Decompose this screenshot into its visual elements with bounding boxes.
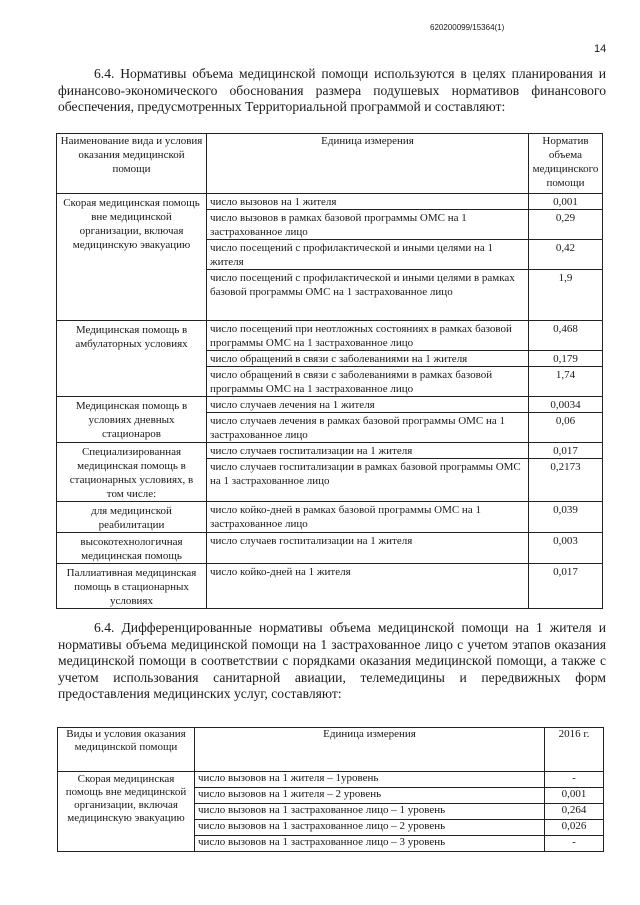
unit-cell: число вызовов на 1 застрахованное лицо – 1 уровень (195, 804, 545, 820)
page-number: 14 (594, 43, 607, 55)
unit-cell: число посещений с профилактической и иными целями в рамках базовой программы ОМС на 1 застрахованное лицо (207, 270, 529, 321)
table-row (57, 321, 603, 351)
header-care-type: Наименование вида и условия оказания медицинской помощи (57, 134, 207, 194)
unit-cell: число вызовов в рамках базовой программы ОМС на 1 застрахованное лицо (207, 210, 529, 240)
care-type-cell: Паллиативная медицинская помощь в стационарных условиях (57, 564, 207, 609)
norm-value-cell: 0,468 (529, 321, 603, 351)
norm-value-cell: 0,001 (529, 194, 603, 210)
volume-norms-table (56, 133, 603, 609)
norm-value-cell: 0,42 (529, 240, 603, 270)
table-row (57, 397, 603, 413)
header-norm: Норматив объема медицинского помощи (529, 134, 603, 194)
unit-cell: число посещений при неотложных состояниях в рамках базовой программы ОМС на 1 застрахованное лицо (207, 321, 529, 351)
norm-value-cell: 1,9 (529, 270, 603, 321)
table-row (57, 564, 603, 609)
care-type-cell: для медицинской реабилитации (57, 502, 207, 533)
care-type-cell: высокотехнологичная медицинская помощь (57, 533, 207, 564)
unit-cell: число случаев лечения в рамках базовой программы ОМС на 1 застрахованное лицо (207, 413, 529, 443)
care-type-cell: Специализированная медицинская помощь в стационарных условиях, в том числе: (57, 443, 207, 502)
norm-value-cell: 0,29 (529, 210, 603, 240)
table-row (57, 194, 603, 210)
table-row (57, 533, 603, 564)
unit-cell: число случаев госпитализации на 1 жителя (207, 533, 529, 564)
norm-value-cell: 0,179 (529, 351, 603, 367)
table-row (57, 502, 603, 533)
unit-cell: число случаев лечения на 1 жителя (207, 397, 529, 413)
unit-cell: число вызовов на 1 застрахованное лицо – 2 уровень (195, 820, 545, 836)
paragraph-6-4-intro: 6.4. Нормативы объема медицинской помощи используются в целях планирования и финансово-экономического обоснования размера подушевых нормативов финансового обеспечения, предусмотренных Территориальной программой и составляют: (58, 66, 606, 115)
unit-cell: число вызовов на 1 застрахованное лицо – 3 уровень (195, 836, 545, 852)
differentiated-norms-table (57, 727, 604, 852)
norm-value-cell: 0,003 (529, 533, 603, 564)
header-unit: Единица измерения (195, 728, 545, 772)
header-year: 2016 г. (545, 728, 604, 772)
unit-cell: число вызовов на 1 жителя – 1уровень (195, 772, 545, 788)
unit-cell: число вызовов на 1 жителя (207, 194, 529, 210)
norm-value-cell: 0,06 (529, 413, 603, 443)
unit-cell: число койко-дней на 1 жителя (207, 564, 529, 609)
unit-cell: число койко-дней в рамках базовой программы ОМС на 1 застрахованное лицо (207, 502, 529, 533)
unit-cell: число обращений в связи с заболеваниями в рамках базовой программы ОМС на 1 застрахованное лицо (207, 367, 529, 397)
year-value-cell: 0,026 (545, 820, 604, 836)
table-row (58, 772, 604, 788)
paragraph-6-4-differentiated: 6.4. Дифференцированные нормативы объема медицинской помощи на 1 жителя и нормативы объема медицинской помощи на 1 застрахованное лицо с учетом этапов оказания медицинской помощи в соответствии с порядками оказания медицинской помощи, а также с учетом использования санитарной авиации, телемедицины и передвижных форм предоставления медицинских услуг, составляют: (58, 620, 606, 702)
norm-value-cell: 1,74 (529, 367, 603, 397)
table-row (57, 443, 603, 459)
header-care-type: Виды и условия оказания медицинской помощи (58, 728, 195, 772)
norm-value-cell: 0,017 (529, 443, 603, 459)
care-type-cell: Скорая медицинская помощь вне медицинской организации, включая медицинскую эвакуацию (57, 194, 207, 321)
unit-cell: число вызовов на 1 жителя – 2 уровень (195, 788, 545, 804)
norm-value-cell: 0,2173 (529, 459, 603, 502)
year-value-cell: 0,264 (545, 804, 604, 820)
unit-cell: число случаев госпитализации на 1 жителя (207, 443, 529, 459)
norm-value-cell: 0,0034 (529, 397, 603, 413)
norm-value-cell: 0,039 (529, 502, 603, 533)
document-id: 620200099/15364(1) (430, 23, 505, 32)
unit-cell: число случаев госпитализации в рамках базовой программы ОМС на 1 застрахованное лицо (207, 459, 529, 502)
year-value-cell: 0,001 (545, 788, 604, 804)
year-value-cell: - (545, 772, 604, 788)
unit-cell: число посещений с профилактической и иными целями на 1 жителя (207, 240, 529, 270)
year-value-cell: - (545, 836, 604, 852)
care-type-cell: Скорая медицинская помощь вне медицинской организации, включая медицинскую эвакуацию (58, 772, 195, 852)
unit-cell: число обращений в связи с заболеваниями на 1 жителя (207, 351, 529, 367)
care-type-cell: Медицинская помощь в условиях дневных стационаров (57, 397, 207, 443)
header-unit: Единица измерения (207, 134, 529, 194)
care-type-cell: Медицинская помощь в амбулаторных условиях (57, 321, 207, 397)
norm-value-cell: 0,017 (529, 564, 603, 609)
